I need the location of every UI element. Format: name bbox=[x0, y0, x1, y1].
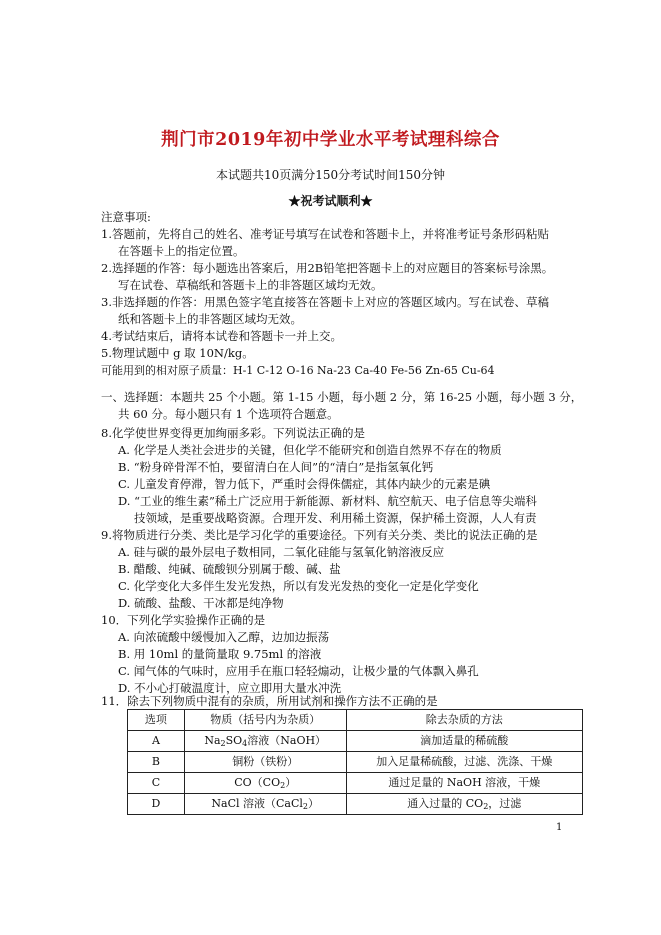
note-line: 写在试卷、草稿纸和答题卡上的非答题区域均无效。 bbox=[118, 278, 383, 292]
good-luck-line: ★祝考试顺利★ bbox=[288, 194, 373, 208]
question-10-stem: 10．下列化学实验操作正确的是 bbox=[101, 613, 266, 627]
atomic-masses: 可能用到的相对原子质量：H-1 C-12 O-16 Na-23 Ca-40 Fe-56 Zn-65 Cu-64 bbox=[101, 364, 495, 377]
note-line: 5.物理试题中 g 取 10N/kg。 bbox=[101, 346, 254, 360]
option-cell: B bbox=[128, 752, 185, 773]
question-9-option-c: C. 化学变化大多伴生发光发热，所以有发光发热的变化一定是化学变化 bbox=[118, 579, 479, 593]
note-line: 在答题卡上的指定位置。 bbox=[118, 244, 245, 258]
question-11-stem: 11．除去下列物质中混有的杂质，所用试剂和操作方法不正确的是 bbox=[101, 694, 438, 708]
question-11-table bbox=[127, 709, 583, 815]
note-line: 2.选择题的作答：每小题选出答案后，用2B铅笔把答题卡上的对应题目的答案标号涂黑。 bbox=[101, 261, 554, 275]
substance-cell: $CO(CO_2)$ bbox=[184, 773, 346, 794]
method-cell: 通过足量的 NaOH 溶液，干燥 bbox=[346, 773, 582, 794]
table-header-row bbox=[128, 710, 583, 731]
table-row bbox=[128, 752, 583, 773]
table-header-cell: 物质（括号内为杂质） bbox=[184, 710, 346, 731]
section-heading-cont: 共 60 分。每小题只有 1 个选项符合题意。 bbox=[118, 407, 339, 421]
option-cell: A bbox=[128, 731, 185, 752]
question-9-stem: 9.将物质进行分类、类比是学习化学的重要途径。下列有关分类、类比的说法正确的是 bbox=[101, 528, 538, 542]
notes-heading: 注意事项: bbox=[101, 210, 151, 224]
substance-cell: NaCl 溶液（CaCl$_2$） bbox=[184, 794, 346, 815]
table-row bbox=[128, 773, 583, 794]
table-header-cell: 除去杂质的方法 bbox=[346, 710, 582, 731]
note-line: 4.考试结束后，请将本试卷和答题卡一并上交。 bbox=[101, 329, 342, 343]
method-cell: 滴加适量的稀硫酸 bbox=[346, 731, 582, 752]
page-number: 1 bbox=[556, 822, 563, 833]
exam-title: 荆门市2019年初中学业水平考试理科综合 bbox=[161, 130, 500, 150]
question-8-option-c: C. 儿童发育停滞，智力低下，严重时会得侏儒症，其体内缺少的元素是碘 bbox=[118, 477, 491, 491]
section-heading: 一、选择题：本题共 25 个小题。第 1-15 小题，每小题 2 分，第 16-25 小题，每小题 3 分， bbox=[101, 390, 583, 404]
question-10-option-c: C. 闻气体的气味时，应用手在瓶口轻轻煽动，让极少量的气体飘入鼻孔 bbox=[118, 664, 479, 678]
question-8-option-b: B. “粉身碎骨浑不怕，要留清白在人间”的“清白”是指氢氧化钙 bbox=[118, 460, 434, 474]
note-line: 3.非选择题的作答：用黑色签字笔直接答在答题卡上对应的答题区域内。写在试卷、草稿 bbox=[101, 295, 549, 309]
question-8-option-d-cont: 技领域，是重要战略资源。合理开发、利用稀土资源，保护稀土资源，人人有责 bbox=[134, 511, 537, 525]
substance-cell: 铜粉（铁粉） bbox=[184, 752, 346, 773]
question-9-option-b: B. 醋酸、纯碱、硫酸钡分别属于酸、碱、盐 bbox=[118, 562, 341, 576]
table-header-cell: 选项 bbox=[128, 710, 185, 731]
note-line: 1.答题前，先将自己的姓名、准考证号填写在试卷和答题卡上，并将准考证号条形码粘贴 bbox=[101, 227, 549, 241]
question-10-option-a: A. 向浓硫酸中缓慢加入乙醇，边加边振荡 bbox=[118, 630, 330, 644]
question-9-option-d: D. 硫酸、盐酸、干冰都是纯净物 bbox=[118, 596, 284, 610]
question-8-stem: 8.化学使世界变得更加绚丽多彩。下列说法正确的是 bbox=[101, 426, 365, 440]
exam-subtitle: 本试题共10页满分150分考试时间150分钟 bbox=[215, 168, 446, 182]
question-8-option-a: A. 化学是人类社会进步的关键，但化学不能研究和创造自然界不存在的物质 bbox=[118, 443, 502, 457]
method-cell: 通入过量的 $CO_2$，过滤 bbox=[346, 794, 582, 815]
option-cell: C bbox=[128, 773, 185, 794]
note-line: 纸和答题卡上的非答题区域均无效。 bbox=[118, 312, 302, 326]
question-9-option-a: A. 硅与碳的最外层电子数相同，二氧化硅能与氢氧化钠溶液反应 bbox=[118, 545, 445, 559]
method-cell: 加入足量稀硫酸，过滤、洗涤、干燥 bbox=[346, 752, 582, 773]
table-row bbox=[128, 794, 583, 815]
question-10-option-d: D. 不小心打破温度计，应立即用大量水冲洗 bbox=[118, 681, 342, 695]
question-8-option-d: D. “工业的维生素”稀土广泛应用于新能源、新材料、航空航天、电子信息等尖端科 bbox=[118, 494, 537, 508]
option-cell: D bbox=[128, 794, 185, 815]
table-row bbox=[128, 731, 583, 752]
substance-cell: $Na_2SO_4$溶液（NaOH） bbox=[184, 731, 346, 752]
question-10-option-b: B. 用 10ml 的量筒量取 9.75ml 的溶液 bbox=[118, 647, 322, 661]
